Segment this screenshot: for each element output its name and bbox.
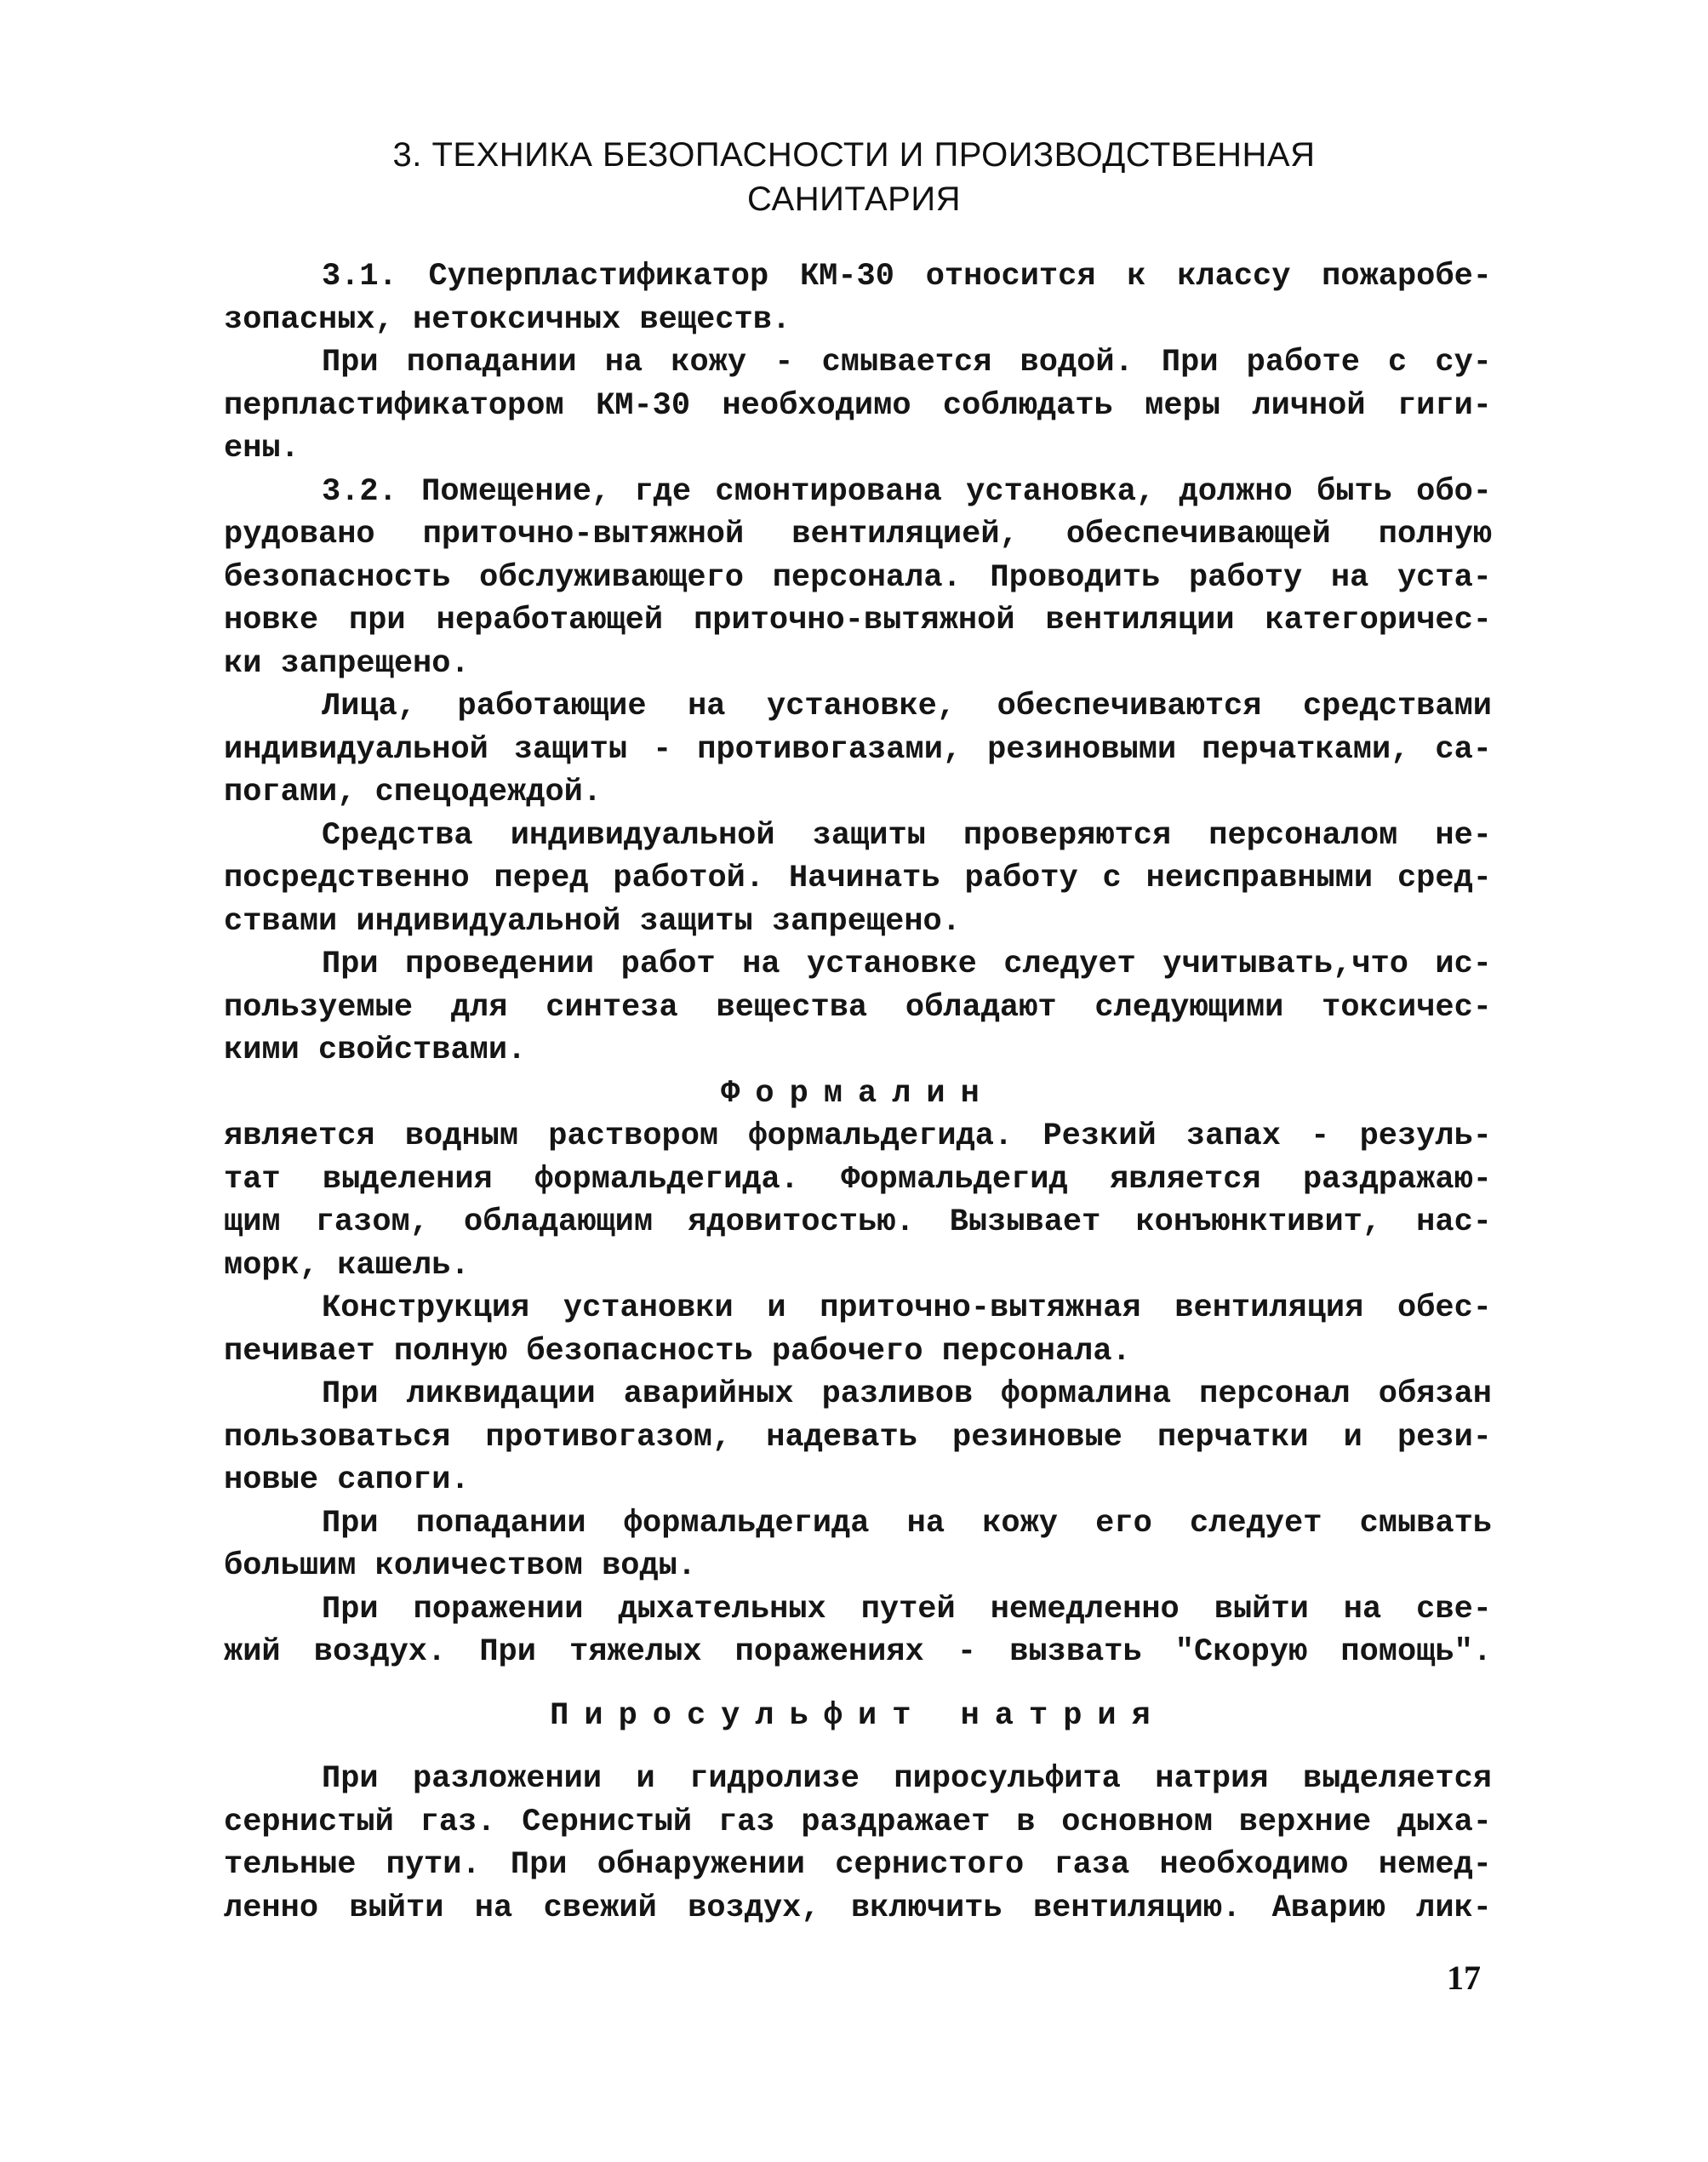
text-line: новке при неработающей приточно-вытяжной вентиляции категоричес- — [224, 603, 1492, 638]
text-line: безопасность обслуживающего персонала. Проводить работу на уста- — [224, 559, 1492, 596]
text-line: кими свойствами. — [224, 1032, 527, 1068]
text-line: ены. — [224, 431, 300, 466]
section-title-line-1: 3. ТЕХНИКА БЕЗОПАСНОСТИ И ПРОИЗВОДСТВЕННАЯ — [392, 136, 1316, 174]
text-line: 3.2. Помещение, где смонтирована установка, должно быть обо- — [322, 473, 1492, 510]
text-line: морк, кашель. — [224, 1247, 470, 1284]
text-line: посредственно перед работой. Начинать работу с неисправными сред- — [224, 861, 1492, 896]
text-line: При ликвидации аварийных разливов формалина персонал обязан — [322, 1376, 1492, 1412]
text-line: ки запрещено. — [224, 645, 470, 682]
text-line: Лица, работающие на установке, обеспечиваются средствами — [322, 689, 1492, 724]
text-line: перпластификатором КМ-30 необходимо соблюдать меры личной гиги- — [224, 387, 1492, 424]
text-line: 3.1. Суперпластификатор КМ-30 относится к классу пожаробе- — [322, 259, 1492, 295]
text-line: новые сапоги. — [224, 1462, 470, 1498]
text-line: тат выделения формальдегида. Формальдегид является раздражаю- — [224, 1161, 1492, 1198]
section-title-line-2: САНИТАРИЯ — [747, 180, 961, 218]
subheading-formalin: Формалин — [721, 1075, 995, 1112]
text-line: сернистый газ. Сернистый газ раздражает в основном верхние дыха- — [224, 1804, 1492, 1840]
text-line: При проведении работ на установке следует учитывать,что ис- — [322, 947, 1492, 982]
spacer — [224, 1737, 1492, 1758]
spacer — [224, 1674, 1492, 1695]
text-line: печивает полную безопасность рабочего персонала. — [224, 1333, 1131, 1370]
text-line: рудовано приточно-вытяжной вентиляцией, обеспечивающей полную — [224, 517, 1492, 552]
text-line: щим газом, обладающим ядовитостью. Вызывает конъюнктивит, нас- — [224, 1204, 1492, 1240]
text-line: При попадании на кожу - смывается водой. При работе с су- — [322, 345, 1492, 380]
text-line: жий воздух. При тяжелых поражениях - вызвать "Скорую помощь". — [224, 1634, 1492, 1670]
text-line: При попадании формальдегида на кожу его следует смывать — [322, 1505, 1492, 1541]
text-line: Средства индивидуальной защиты проверяются персоналом не- — [322, 817, 1492, 854]
text-line: При поражении дыхательных путей немедленно выйти на све- — [322, 1591, 1492, 1627]
text-line: большим количеством воды. — [224, 1548, 697, 1584]
text-line: пользуемые для синтеза вещества обладают следующими токсичес- — [224, 989, 1492, 1026]
text-line: погами, спецодеждой. — [224, 775, 603, 810]
subheading-sodium-pyrosulfite: Пиросульфит натрия — [550, 1697, 1166, 1734]
text-line: При разложении и гидролизе пиросульфита натрия выделяется — [322, 1761, 1492, 1797]
page-number: 17 — [1447, 1959, 1481, 1997]
text-line: зопасных, нетоксичных веществ. — [224, 301, 791, 338]
text-line: Конструкция установки и приточно-вытяжная вентиляция обес- — [322, 1290, 1492, 1326]
text-line: индивидуальной защиты - противогазами, резиновыми перчатками, са- — [224, 731, 1492, 768]
text-line: ленно выйти на свежий воздух, включить вентиляцию. Аварию лик- — [224, 1890, 1492, 1926]
text-line: ствами индивидуальной защиты запрещено. — [224, 903, 961, 940]
text-line: пользоваться противогазом, надевать резиновые перчатки и рези- — [224, 1419, 1492, 1456]
section-body — [224, 255, 1492, 1930]
text-line: является водным раствором формальдегида. Резкий запах - резуль- — [224, 1118, 1492, 1154]
text-line: тельные пути. При обнаружении сернистого газа необходимо немед- — [224, 1847, 1492, 1883]
